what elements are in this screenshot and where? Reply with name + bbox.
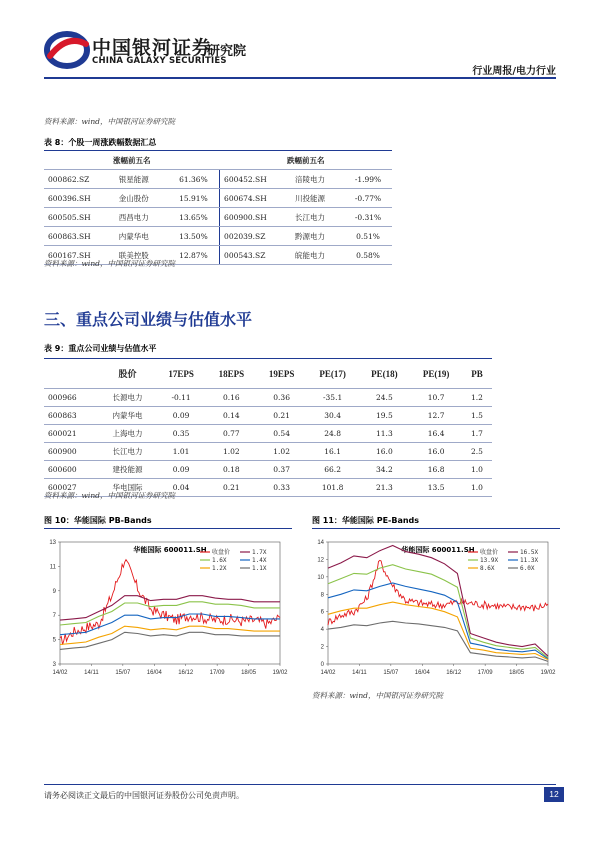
table9-row [44,443,492,461]
table8-cell-name-down: 黔源电力 [291,227,344,246]
table9-cell: 1.5 [462,407,492,425]
table8-cell-code-down: 600674.SH [220,189,291,208]
x-tick-label: 15/07 [115,670,131,676]
table8-cell-name-down: 川投能源 [291,189,344,208]
table8-header-down: 跌幅前五名 [220,151,392,170]
table8-cell-pct-up: 61.36% [168,170,220,189]
source-note-top: 资料来源：wind，中国银河证券研究院 [44,117,175,126]
section-title: 三、重点公司业绩与估值水平 [44,310,253,329]
legend-label: 6.0X [520,565,535,572]
y-tick-label: 4 [320,627,324,634]
table9-col-header [44,359,99,389]
table9-cell: 13.5 [410,479,462,497]
table8-cell-pct-up: 15.91% [168,189,220,208]
table8-cell-code-down: 000543.SZ [220,246,291,265]
table9-cell-code: 600863 [44,407,99,425]
table9-cell: -35.1 [307,389,359,407]
table9-cell: 0.33 [256,479,306,497]
legend-label: 1.6X [212,557,227,564]
table8-cell-name-up: 银星能源 [115,170,168,189]
y-tick-label: 3 [52,662,56,668]
fig10-caption: 图 10：华能国际 PB-Bands [44,516,152,525]
legend-label: 16.5X [520,549,539,556]
table9-cell: 0.35 [156,425,206,443]
table8-cell-name-up: 西昌电力 [115,208,168,227]
table9-cell: 16.4 [410,425,462,443]
table9-cell: 16.0 [359,443,411,461]
table8-cell-code-up: 600863.SH [44,227,115,246]
y-tick-label: 5 [52,637,56,644]
table8-cell-pct-down: -0.31% [344,208,392,227]
table9-cell: 建投能源 [99,461,156,479]
report-tag: 行业周报/电力行业 [472,66,556,77]
table9-cell: 1.2 [462,389,492,407]
table9-cell: 1.7 [462,425,492,443]
table9-header-row [44,359,492,389]
table9-col-header: 17EPS [156,359,206,389]
legend-label: 1.7X [252,549,267,556]
table8-cell-name-down: 皖能电力 [291,246,344,265]
chart-title: 华能国际 600011.SH [133,546,207,554]
brand-name-en: CHINA GALAXY SECURITIES [92,56,227,66]
table9-row [44,389,492,407]
table9-cell-code: 600900 [44,443,99,461]
table8-cell-code-up: 600396.SH [44,189,115,208]
table8-row [44,170,392,189]
table9-cell: 1.0 [462,461,492,479]
table8-cell-code-up: 000862.SZ [44,170,115,189]
table9-cell: 0.36 [256,389,306,407]
table9-cell: 上海电力 [99,425,156,443]
x-tick-label: 16/12 [446,670,462,676]
legend-label: 收盘价 [480,549,499,556]
x-tick-label: 19/02 [540,670,556,676]
fig11-caption: 图 11：华能国际 PE-Bands [312,516,420,525]
table9-cell: 10.7 [410,389,462,407]
table8-cell-name-up: 内蒙华电 [115,227,168,246]
x-tick-label: 16/04 [414,670,430,676]
y-tick-label: 12 [317,557,324,564]
table8-cell-pct-down: -1.99% [344,170,392,189]
table9-col-header: PE(19) [410,359,462,389]
table9-cell: 2.5 [462,443,492,461]
table9-row [44,407,492,425]
table9-cell: 21.3 [359,479,411,497]
legend-label: 8.6X [480,565,495,572]
table9-cell: 0.16 [206,389,256,407]
y-tick-label: 11 [49,564,56,571]
table9-cell: 0.77 [206,425,256,443]
chart-title: 华能国际 600011.SH [401,546,475,554]
table9-cell: 1.02 [256,443,306,461]
table9-cell: 11.3 [359,425,411,443]
y-tick-label: 14 [317,540,324,546]
table8-cell-code-down: 002039.SZ [220,227,291,246]
table9-cell: 1.01 [156,443,206,461]
y-tick-label: 6 [320,609,324,616]
table9-cell-code: 000966 [44,389,99,407]
table9-cell: 0.54 [256,425,306,443]
y-tick-label: 9 [52,588,56,595]
x-tick-label: 15/07 [383,670,399,676]
table9-cell: -0.11 [156,389,206,407]
table9-col-header: PB [462,359,492,389]
x-tick-label: 17/09 [477,670,493,676]
page-header [0,0,600,82]
y-tick-label: 0 [320,662,324,668]
table9-cell: 长源电力 [99,389,156,407]
table8-cell-code-up: 600505.SH [44,208,115,227]
table9-cell: 内蒙华电 [99,407,156,425]
table8-cell-name-up: 金山股份 [115,189,168,208]
y-tick-label: 7 [52,613,56,620]
legend-label: 1.1X [252,565,267,572]
table9-cell: 1.0 [462,479,492,497]
table8 [44,150,392,265]
x-tick-label: 14/02 [52,670,68,676]
table8-header-up: 涨幅前五名 [44,151,220,170]
x-tick-label: 18/05 [241,670,257,676]
table9-col-header: 19EPS [256,359,306,389]
table9-cell: 0.14 [206,407,256,425]
legend-label: 收盘价 [212,549,231,556]
brand-name-cn: 中国银河证券 [92,37,213,59]
table9-cell-code: 600027 [44,479,99,497]
pe-bands-chart [308,532,556,682]
table9-cell: 0.09 [156,461,206,479]
table8-cell-code-down: 600452.SH [220,170,291,189]
table9-cell: 0.21 [256,407,306,425]
table9-cell: 长江电力 [99,443,156,461]
table8-cell-name-down: 涪陵电力 [291,170,344,189]
header-divider [44,77,556,79]
table9-cell-code: 600021 [44,425,99,443]
page-number: 12 [544,787,564,802]
table9-cell: 30.4 [307,407,359,425]
table8-cell-pct-down: 0.58% [344,246,392,265]
table8-row [44,227,392,246]
y-tick-label: 8 [320,592,324,599]
table8-cell-pct-up: 13.50% [168,227,220,246]
fig10-divider [44,528,292,529]
table9-cell: 16.0 [410,443,462,461]
table9-cell: 0.09 [156,407,206,425]
table8-cell-name-up: 联美控股 [115,246,168,265]
x-tick-label: 14/02 [320,670,336,676]
legend-label: 13.9X [480,557,499,564]
y-tick-label: 10 [317,574,324,581]
table8-cell-code-up: 600167.SH [44,246,115,265]
table9-cell: 0.37 [256,461,306,479]
table9-col-header: PE(18) [359,359,411,389]
table9-source: 资料来源：wind，中国银河证券研究院 [44,491,175,500]
table8-row [44,208,392,227]
legend-label: 1.4X [252,557,267,564]
table8-cell-pct-down: -0.77% [344,189,392,208]
legend-label: 1.2X [212,565,227,572]
institute-label: 研究院 [207,44,247,59]
table9 [44,358,492,497]
disclaimer-note: 请务必阅读正文最后的中国银河证券股份公司免责声明。 [44,791,244,800]
table9-row [44,461,492,479]
y-tick-label: 13 [49,540,56,546]
fig11-divider [312,528,560,529]
table9-cell: 华电国际 [99,479,156,497]
fig11-source: 资料来源：wind，中国银河证券研究院 [312,691,443,700]
table8-cell-pct-down: 0.51% [344,227,392,246]
table9-caption: 表 9：重点公司业绩与估值水平 [44,344,157,353]
table8-cell-name-down: 长江电力 [291,208,344,227]
table8-cell-pct-up: 12.87% [168,246,220,265]
x-tick-label: 14/11 [84,670,99,676]
table8-source: 资料来源：wind，中国银河证券研究院 [44,259,175,268]
table9-cell: 12.7 [410,407,462,425]
x-tick-label: 17/09 [209,670,225,676]
galaxy-logo-icon [44,30,90,70]
x-tick-label: 18/05 [509,670,525,676]
x-tick-label: 19/02 [272,670,288,676]
footer-divider [44,784,556,785]
table8-cell-code-down: 600900.SH [220,208,291,227]
table9-cell: 66.2 [307,461,359,479]
legend-label: 11.3X [520,557,539,564]
pb-bands-chart [40,532,288,682]
table8-row [44,189,392,208]
table8-cell-pct-up: 13.65% [168,208,220,227]
x-tick-label: 16/12 [178,670,194,676]
y-tick-label: 2 [320,644,324,651]
table9-row [44,425,492,443]
table9-cell: 19.5 [359,407,411,425]
table9-col-header: PE(17) [307,359,359,389]
table9-col-header: 股价 [99,359,156,389]
table9-cell: 34.2 [359,461,411,479]
table9-cell: 24.8 [307,425,359,443]
table8-caption: 表 8：个股一周涨跌幅数据汇总 [44,138,157,147]
table9-cell: 24.5 [359,389,411,407]
table9-cell: 16.8 [410,461,462,479]
x-tick-label: 16/04 [146,670,162,676]
table9-cell: 0.21 [206,479,256,497]
table9-cell: 16.1 [307,443,359,461]
table9-col-header: 18EPS [206,359,256,389]
table9-cell: 0.18 [206,461,256,479]
table9-cell: 101.8 [307,479,359,497]
table9-cell: 0.04 [156,479,206,497]
x-tick-label: 14/11 [352,670,367,676]
table9-cell: 1.02 [206,443,256,461]
table9-cell-code: 600600 [44,461,99,479]
table8-header-row [44,151,392,170]
